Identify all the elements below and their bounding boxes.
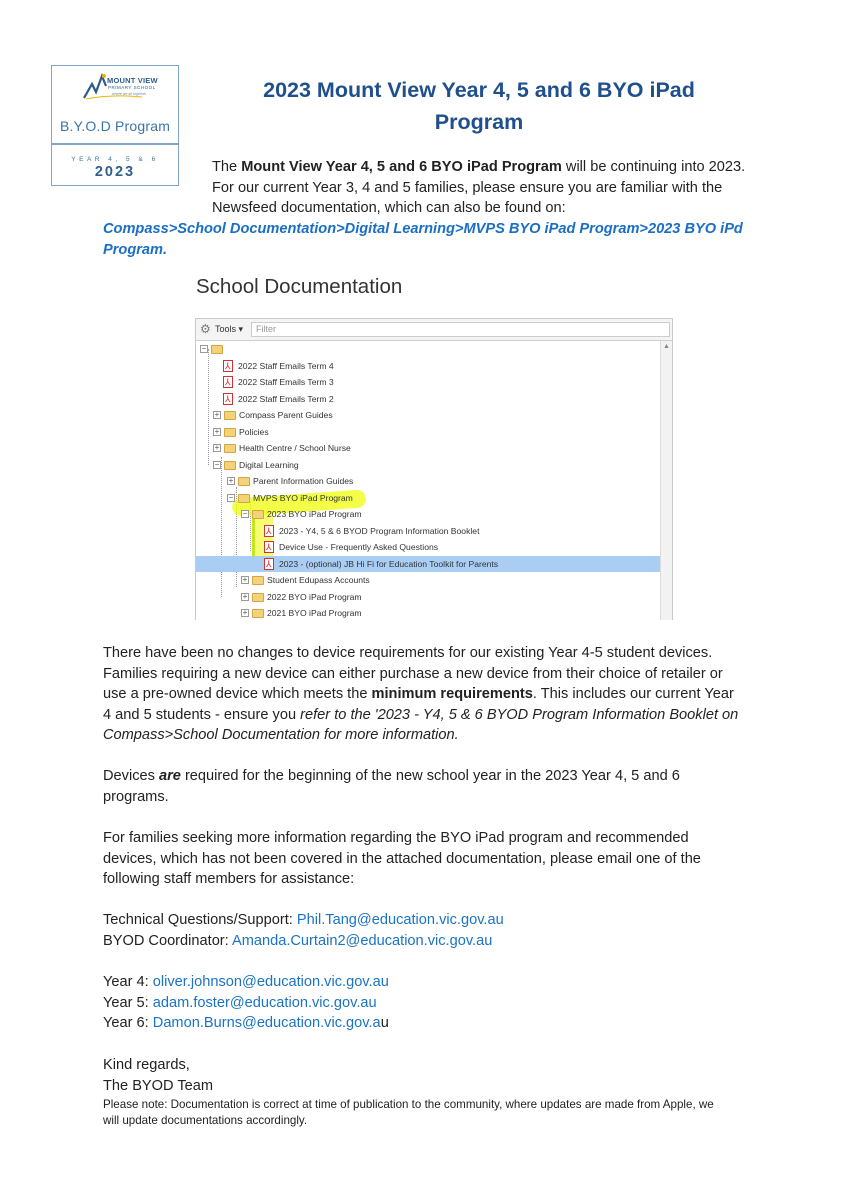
year6-email-link[interactable]: Damon.Burns@education.vic.gov.a [152,1015,381,1031]
tree-folder[interactable]: − MVPS BYO iPad Program [228,492,353,503]
folder-icon [252,510,264,519]
byod-coordinator-email-link[interactable]: Amanda.Curtain2@education.vic.gov.au [231,932,493,949]
filter-input[interactable]: Filter [251,322,670,337]
school-documentation-screenshot [195,270,673,620]
tools-button[interactable]: ⚙ Tools ▾ [200,322,244,336]
tree-folder[interactable]: + Compass Parent Guides [214,410,333,420]
folder-icon [252,576,264,585]
folder-icon [252,593,264,602]
logo-school-name: MOUNT VIEW [107,76,158,85]
folder-icon [224,428,236,437]
year5-email-link[interactable]: adam.foster@education.vic.gov.au [152,994,377,1011]
tree-folder[interactable]: + Parent Information Guides [228,476,354,486]
folder-icon [224,411,236,420]
pdf-icon [223,376,233,388]
tree-folder[interactable]: + Student Edupass Accounts [242,575,370,585]
pdf-icon [264,541,274,553]
pdf-icon [223,393,233,405]
pdf-icon [264,525,274,537]
intro-paragraph: The Mount View Year 4, 5 and 6 BYO iPad Program will be continuing into 2023. For our current Year 3, 4 and 5 families, please ensure you are familiar with the Newsfeed documentation, which can also be found on: [212,159,746,216]
tree-item[interactable]: ⅄ 2022 Staff Emails Term 4 [196,358,660,375]
tree-folder[interactable]: + 2021 BYO iPad Program [242,608,362,618]
tree-folder[interactable]: + 2022 BYO iPad Program [242,591,362,602]
more-info-paragraph: For families seeking more information regarding the BYO iPad program and recommended devices, which has not been covered in the attached documentation, please email one of the following staff members for assistance: [103,830,701,887]
folder-icon [224,461,236,470]
logo-year: 2023 [94,164,136,180]
toolbar [196,319,672,341]
logo-tagline: where we all together [112,92,147,96]
logo-years: YEAR 4, 5 & 6 [71,156,159,163]
pdf-icon [223,360,233,372]
tree-item[interactable]: ⅄ 2022 Staff Emails Term 2 [196,391,660,408]
logo-school-sub: PRIMARY SCHOOL [108,85,156,90]
documentation-tree-panel [195,318,673,620]
tree-item[interactable]: ⅄ 2023 - Y4, 5 & 6 BYOD Program Information Booklet [196,523,660,540]
scrollbar[interactable] [660,341,672,620]
page-title: 2023 Mount View Year 4, 5 and 6 BYO iPad Program [263,78,695,134]
tree-item[interactable]: ⅄ Device Use - Frequently Asked Questions [196,539,660,556]
compass-path: Compass>School Documentation>Digital Learning>MVPS BYO iPad Program>2023 BYO iPd Program. [103,221,743,258]
logo-program: B.Y.O.D Program [59,118,171,134]
logo-divider [52,143,178,145]
screenshot-title: School Documentation [196,275,403,298]
pdf-icon [264,558,274,570]
tree-folder[interactable]: + Health Centre / School Nurse [214,443,351,453]
footnote: Please note: Documentation is correct at time of publication to the community, where updates are made from Apple, we will update documentations accordingly. [103,1098,714,1127]
folder-icon [252,609,264,618]
signoff: Kind regards, The BYOD Team [103,1057,214,1094]
tree-item[interactable]: ⅄ 2022 Staff Emails Term 3 [196,374,660,391]
folder-icon [224,444,236,453]
folder-icon [238,494,250,503]
year4-email-link[interactable]: oliver.johnson@education.vic.gov.au [152,974,389,990]
year-level-contacts: Year 4: oliver.johnson@education.vic.gov.au Year 5: adam.foster@education.vic.gov.au Year 6: Damon.Burns@education.vic.gov.au [103,974,389,1031]
tree-item-selected[interactable]: ⅄ 2023 - (optional) JB Hi Fi for Education Toolkit for Parents [196,556,660,573]
document-tree [196,341,660,620]
tree-folder[interactable]: − 2023 BYO iPad Program [242,509,362,519]
scroll-up-icon[interactable]: ▲ [663,343,670,350]
folder-icon [238,477,250,486]
gear-icon: ⚙ [200,322,211,336]
tech-support-email-link[interactable]: Phil.Tang@education.vic.gov.au [296,912,504,928]
tree-root[interactable]: − [196,341,660,358]
byod-logo [51,65,179,186]
coordinator-contacts: Technical Questions/Support: Phil.Tang@education.vic.gov.au BYOD Coordinator: Amanda.Curtain2@education.vic.gov.au [103,912,504,949]
devices-required-paragraph: Devices are required for the beginning of the new school year in the 2023 Year 4, 5 and 6 programs. [103,768,680,805]
tree-folder[interactable]: − Digital Learning [214,459,299,470]
tree-folder[interactable]: + Policies [214,426,269,437]
device-requirements-paragraph: There have been no changes to device requirements for our existing Year 4-5 student devices. Families requiring a new device can either purchase a new device from their choice of retailer or use a pre-owned device which meets the minimum requirements. This includes our current Year 4 and 5 students - ensure you refer to the '2023 - Y4, 5 & 6 BYOD Program Information Booklet on Compass>School Documentation for more information. [103,645,739,743]
